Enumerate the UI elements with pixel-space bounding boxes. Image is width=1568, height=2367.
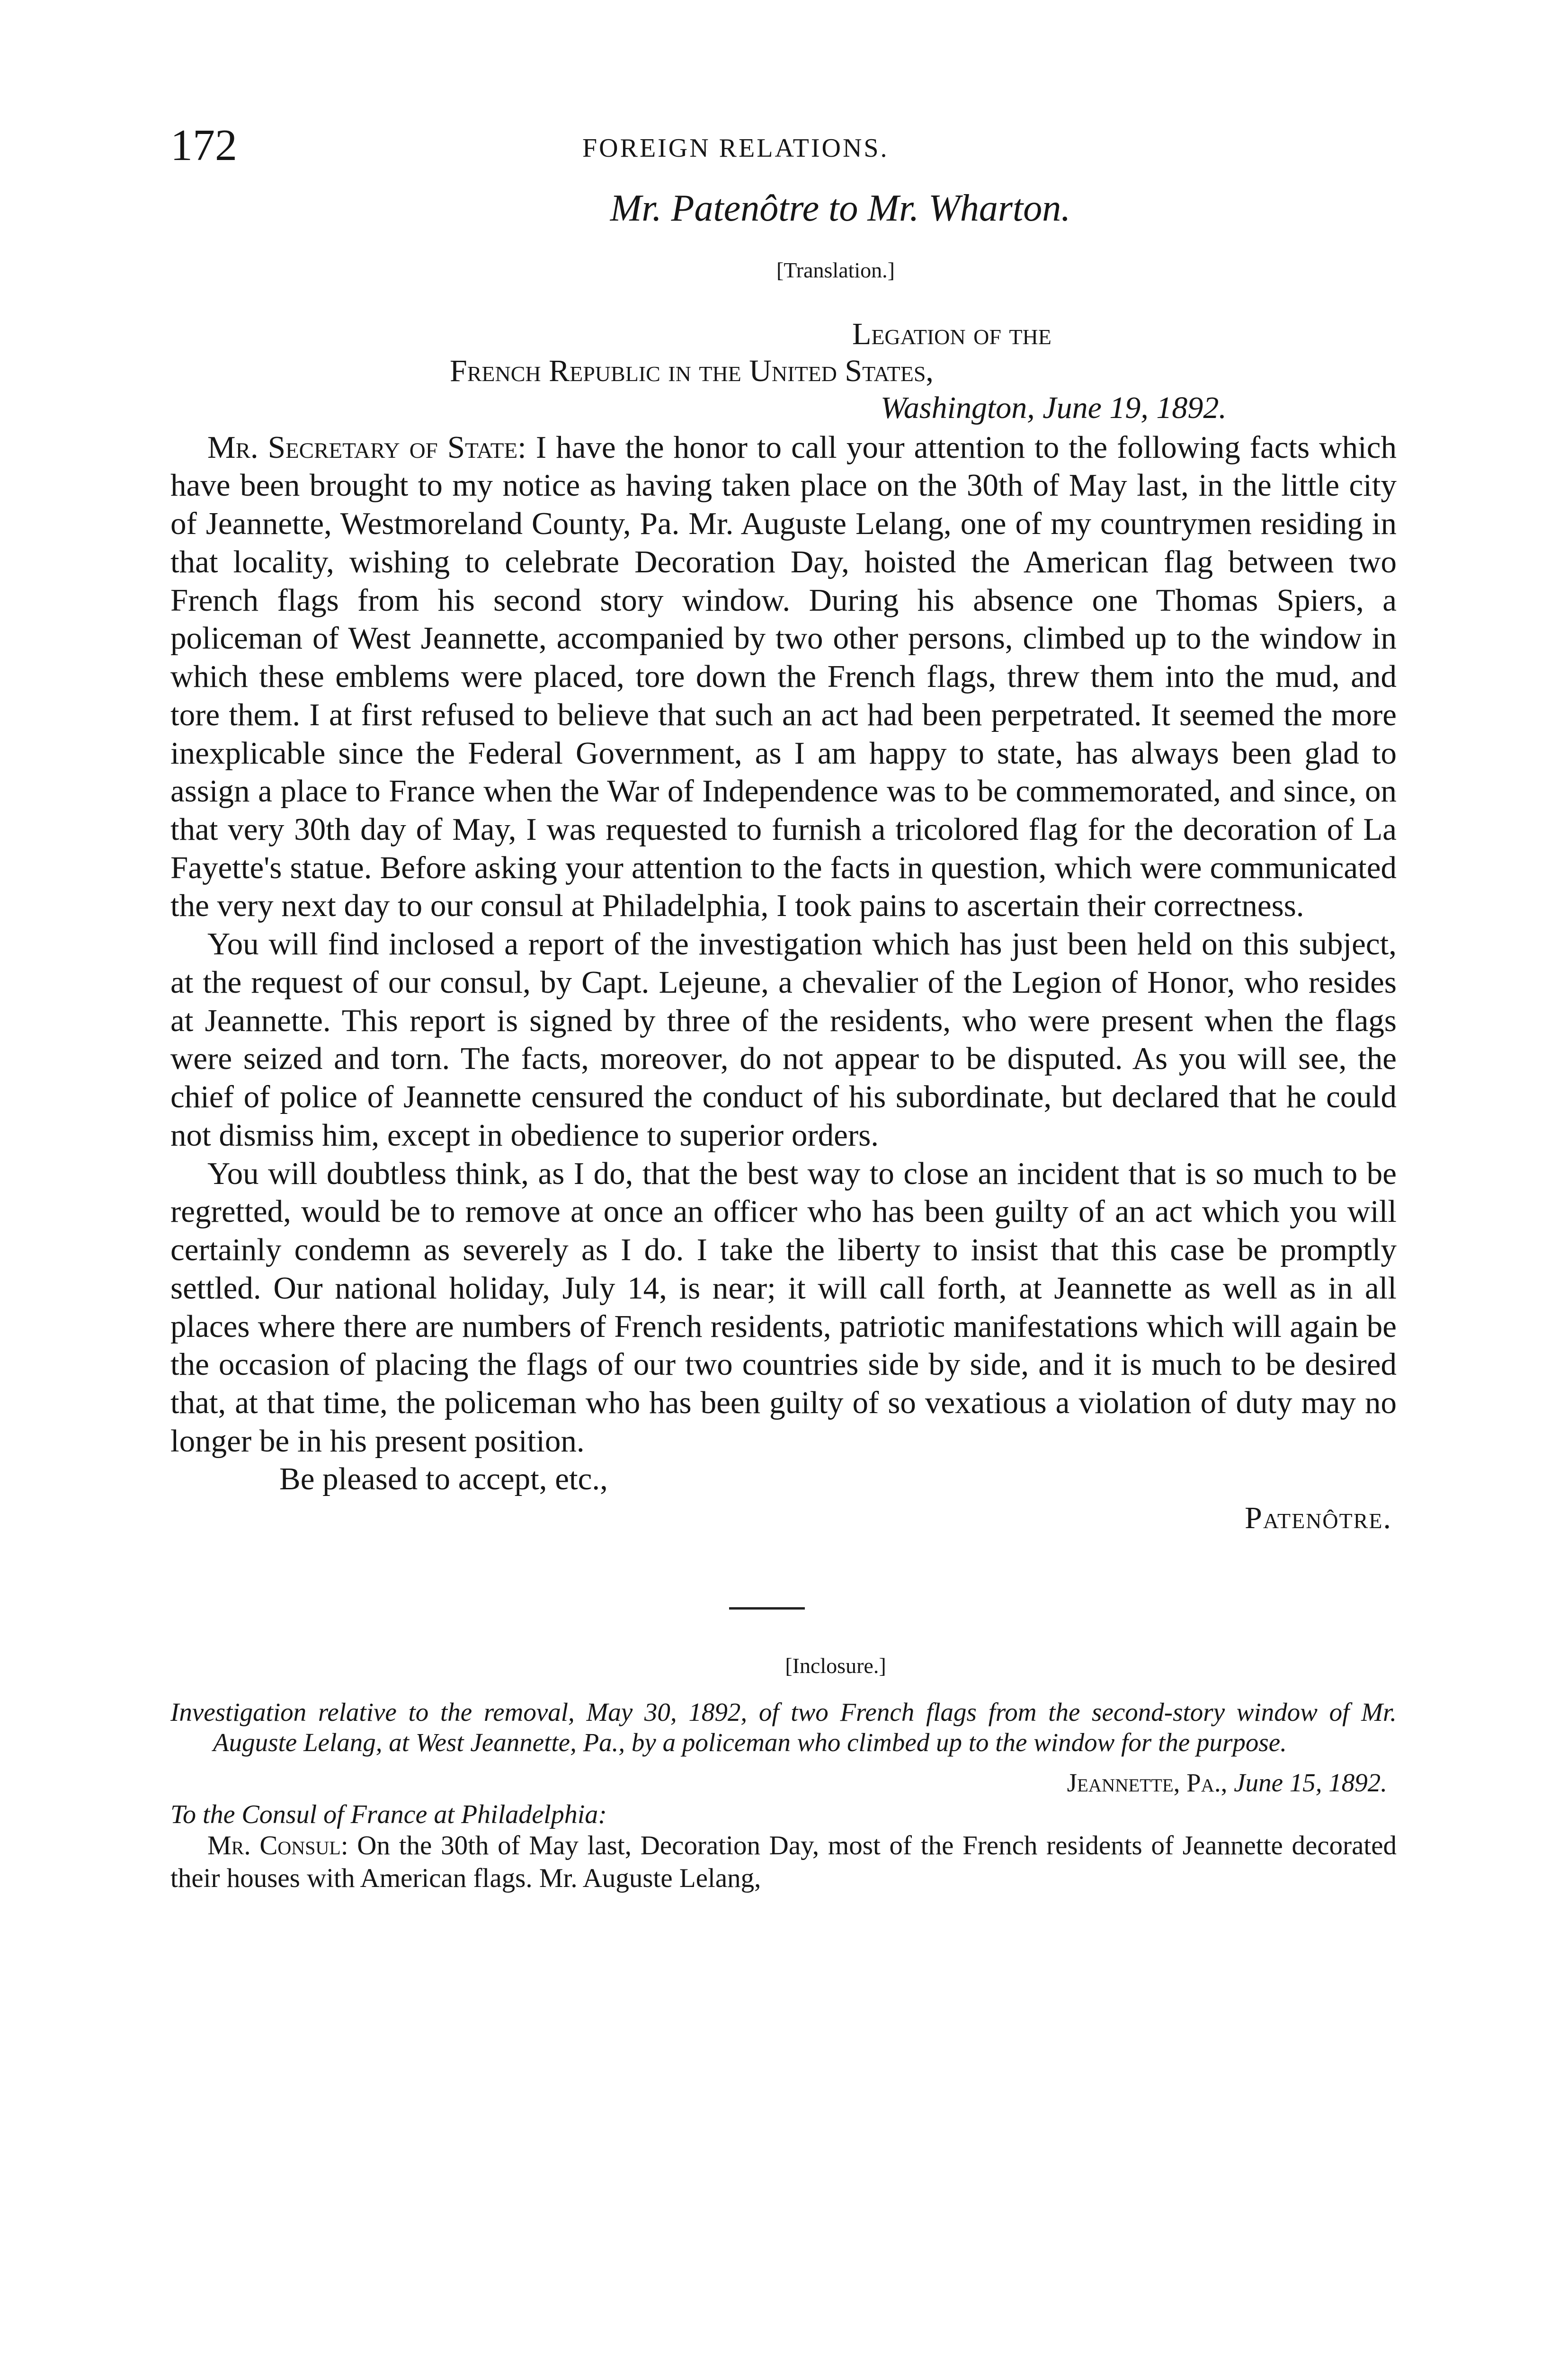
- letter-body: [170, 428, 1397, 1460]
- inclosure-dateline-date: June 15, 1892.: [1234, 1768, 1387, 1797]
- letter-dateline: [170, 316, 1397, 427]
- letter-salutation: Mr. Secretary of State:: [207, 429, 526, 465]
- running-head: [170, 114, 1397, 170]
- letter-paragraph-2: You will find inclosed a report of the investigation which has just been held on this subject, at the request of our consul, by Capt. Lejeune, a chevalier of the Legion of Honor, who resides at Jeannette. This report is signed by three of the residents, who were present when the flags were seized and torn. The facts, moreover, do not appear to be disputed. As you will see, the chief of police of Jeannette censured the conduct of his subordinate, but declared that he could not dismiss him, except in obedience to superior orders.: [170, 926, 1397, 1153]
- page-number: 172: [170, 121, 237, 170]
- letter-paragraph-1: [170, 428, 1397, 925]
- dateline-line-1: Legation of the: [852, 317, 1051, 351]
- inclosure-body-text: On the 30th of May last, Decoration Day, most of the French residents of Jeannette decorated their houses with American flags. Mr. Auguste Lelang,: [170, 1831, 1397, 1893]
- inclosure-title: Investigation relative to the removal, May 30, 1892, of two French flags from the second-story window of Mr. Auguste Lelang, at West Jeannette, Pa., by a policeman who climbed up to the window for the purpose.: [170, 1697, 1397, 1757]
- letter-heading: Mr. Patenôtre to Mr. Wharton.: [610, 187, 1071, 229]
- inclosure-note: [Inclosure.]: [785, 1653, 886, 1678]
- letter-paragraph-3: You will doubtless think, as I do, that the best way to close an incident that is so much to be regretted, would be to remove at once an officer who has been guilty of an act which you will certainly condemn as severely as I do. I take the liberty to insist that this case be promptly settled. Our national holiday, July 14, is near; it will call forth, at Jeannette as well as in all places where there are numbers of French residents, patriotic manifestations which will again be the occasion of placing the flags of our two countries side by side, and it is much to be desired that, at that time, the policeman who has been guilty of so vexatious a violation of duty may no longer be in his present position.: [170, 1156, 1397, 1459]
- inclosure-opening: Mr. Consul:: [207, 1831, 348, 1861]
- inclosure-dateline-place: Jeannette, Pa.,: [1067, 1768, 1228, 1797]
- dateline-line-2: French Republic in the United States,: [450, 353, 934, 388]
- paragraph-1-text: I have the honor to call your attention to the following facts which have been brought to my notice as having taken place on the 30th of May last, in the little city of Jeannette, Westmoreland County, Pa. Mr. Auguste Lelang, one of my countrymen residing in that locality, wishing to celebrate Decoration Day, hoisted the American flag between two French flags from his second story window. During his absence one Thomas Spiers, a policeman of West Jeannette, accompanied by two other persons, climbed up to the window in which these emblems were placed, tore down the French flags, threw them into the mud, and tore them. I at first refused to believe that such an act had been perpetrated. It seemed the more inexplicable since the Federal Government, as I am happy to state, has always been glad to assign a place to France when the War of Independence was to be commemorated, and since, on that very 30th day of May, I was requested to furnish a tricolored flag for the decoration of La Fayette's statue. Before asking your attention to the facts in question, which were communicated the very next day to our consul at Philadelphia, I took pains to ascertain their correctness.: [170, 429, 1397, 924]
- inclosure-body: [170, 1830, 1397, 1895]
- letter-signature: Patenôtre.: [1245, 1500, 1392, 1535]
- letter-closing: Be pleased to accept, etc.,: [279, 1461, 608, 1497]
- inclosure-salutation: To the Consul of France at Philadelphia:: [170, 1800, 607, 1830]
- inclosure-dateline: [170, 1768, 1397, 1797]
- section-divider-rule: [729, 1607, 805, 1610]
- running-title: FOREIGN RELATIONS.: [582, 133, 889, 163]
- translation-note: [Translation.]: [776, 258, 895, 282]
- document-page: [170, 114, 1397, 2367]
- dateline-line-3: Washington, June 19, 1892.: [881, 390, 1227, 425]
